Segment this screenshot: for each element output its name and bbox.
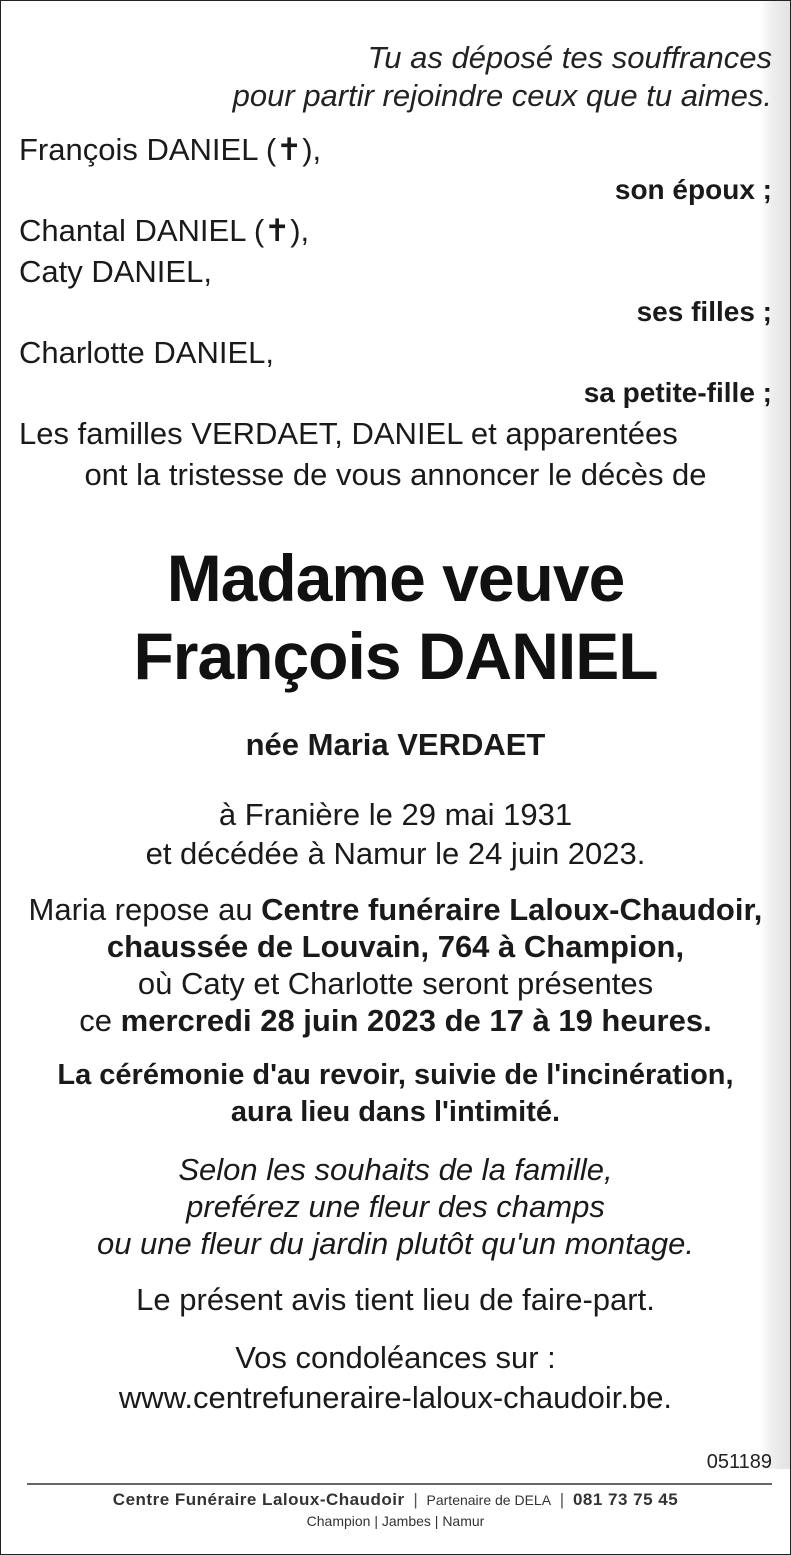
condolences-url[interactable]: www.centrefuneraire-laloux-chaudoir.be. (118, 1380, 673, 1415)
granddaughter-name: Charlotte DANIEL, (19, 335, 274, 370)
notice-line: Le présent avis tient lieu de faire-part. (136, 1282, 655, 1317)
condolences-block (19, 1338, 772, 1418)
repose-presence: où Caty et Charlotte seront présentes (137, 966, 654, 1001)
deceased-name (19, 539, 772, 695)
daughters-role: ses filles ; (636, 296, 772, 327)
daughter-name: Caty DANIEL, (19, 254, 212, 289)
ceremony-block (19, 1057, 772, 1131)
deceased-name-line: François DANIEL (133, 619, 658, 693)
repose-pre: Maria repose au (28, 892, 262, 927)
wishes-line: Selon les souhaits de la famille, (178, 1152, 613, 1187)
repose-place: Centre funéraire Laloux-Chaudoir, (261, 892, 763, 927)
content (19, 39, 772, 1418)
dates (19, 795, 772, 873)
granddaughter-role: sa petite-fille ; (583, 377, 772, 408)
epigraph-line: pour partir rejoindre ceux que tu aimes. (232, 78, 772, 113)
wishes-line: ou une fleur du jardin plutôt qu'un montage. (96, 1226, 695, 1261)
wishes-block (19, 1151, 772, 1262)
footer-separator: | (413, 1490, 418, 1509)
repose-address: chaussée de Louvain, 764 à Champion, (106, 929, 685, 964)
daughter-name: Chantal DANIEL (✝), (19, 213, 310, 248)
announce-line: ont la tristesse de vous annoncer le décès de (84, 457, 707, 492)
families-line: Les familles VERDAET, DANIEL et apparentées (19, 416, 678, 451)
footer-phone: 081 73 75 45 (572, 1490, 679, 1509)
footer-partner: Partenaire de DELA (426, 1492, 552, 1508)
reference-number: 051189 (706, 1451, 772, 1473)
condolences-label: Vos condoléances sur : (235, 1340, 556, 1375)
birth-line: à Franière le 29 mai 1931 (218, 797, 573, 832)
epigraph-line: Tu as déposé tes souffrances (367, 40, 772, 75)
wishes-line: preférez une fleur des champs (186, 1189, 605, 1224)
epigraph (19, 39, 772, 115)
ceremony-line: aura lieu dans l'intimité. (230, 1096, 561, 1128)
footer-company: Centre Funéraire Laloux-Chaudoir (112, 1490, 405, 1509)
maiden-name: née Maria VERDAET (245, 727, 546, 762)
repose-block (19, 891, 772, 1039)
repose-when: mercredi 28 juin 2023 de 17 à 19 heures. (120, 1003, 712, 1038)
ceremony-line: La cérémonie d'au revoir, suivie de l'incinération, (57, 1059, 734, 1091)
death-line: et décédée à Namur le 24 juin 2023. (145, 836, 646, 871)
footer-locations: Champion | Jambes | Namur (306, 1513, 485, 1529)
deceased-name-line: Madame veuve (166, 541, 625, 615)
spouse-role: son époux ; (614, 174, 772, 205)
spouse-name: François DANIEL (✝), (19, 132, 322, 167)
footer-info (1, 1490, 790, 1510)
footer-divider (27, 1483, 772, 1485)
footer-separator: | (559, 1490, 565, 1509)
repose-when-pre: ce (79, 1003, 121, 1038)
